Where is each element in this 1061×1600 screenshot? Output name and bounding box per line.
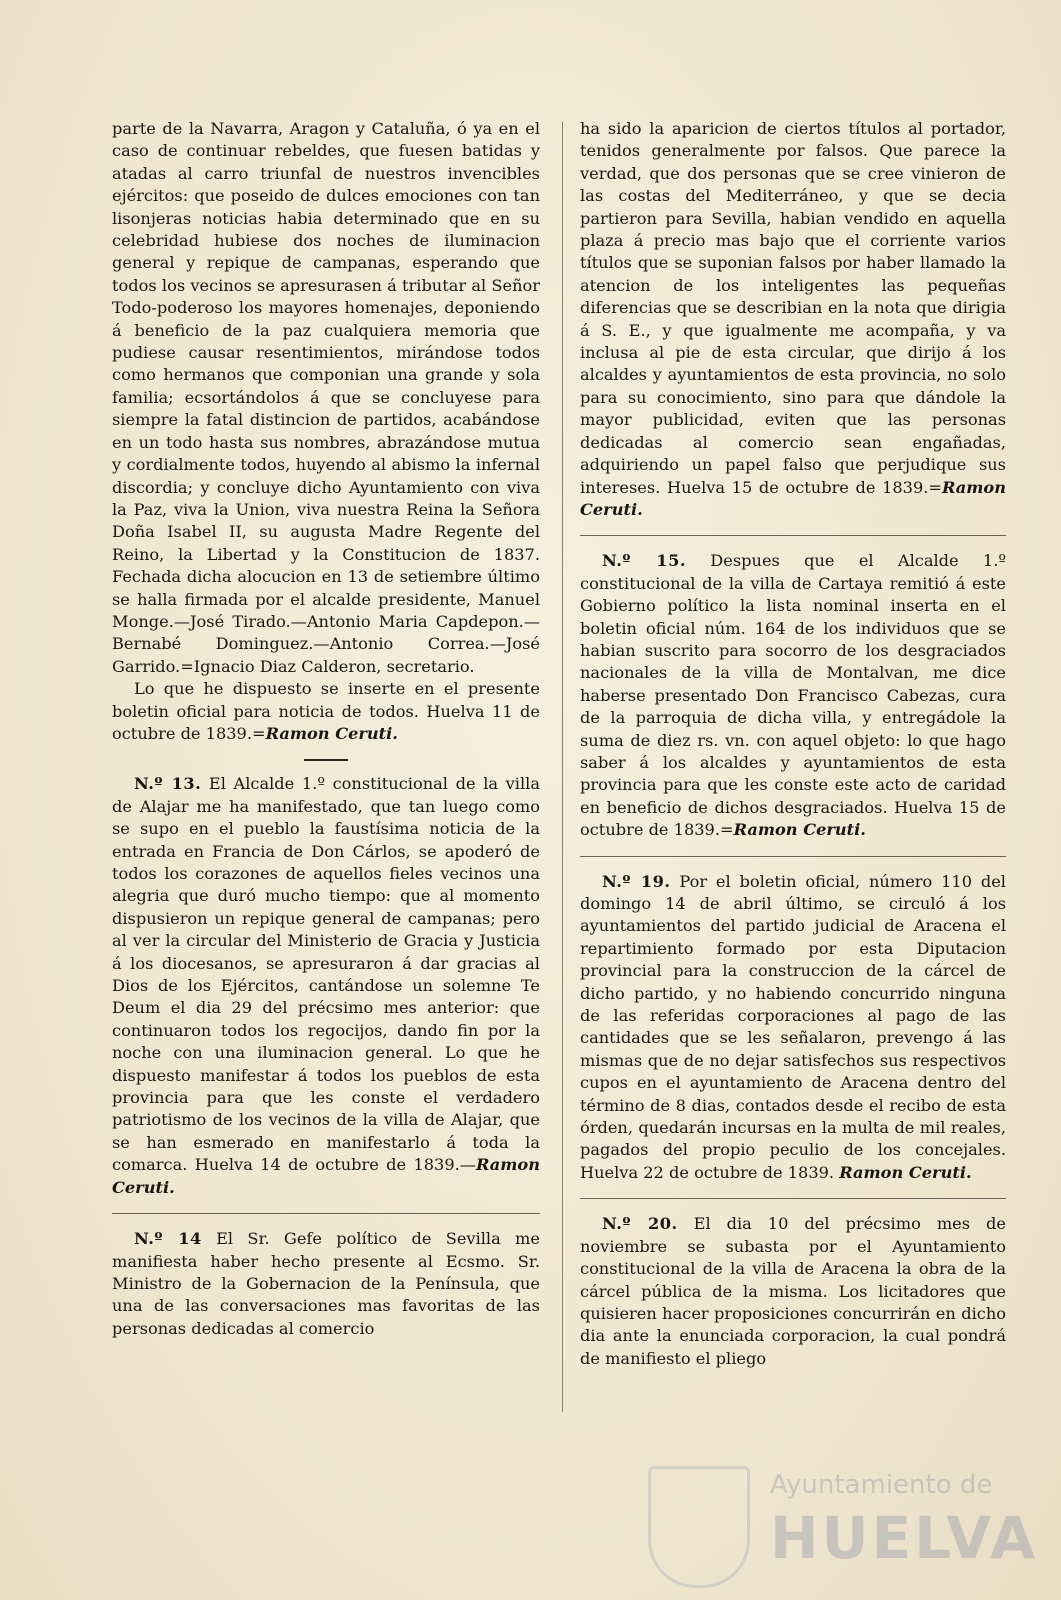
column-rule (562, 122, 563, 1412)
notice-13 (112, 773, 540, 1199)
notice-14 (112, 1228, 540, 1340)
signature: Ramon Ceruti. (733, 820, 866, 840)
paragraph-alocucion: parte de la Navarra, Aragon y Cataluña, ó ya en el caso de continuar rebeldes, que fuesen batidas y atadas al carro triunfal de nuestros invencibles ejércitos: que poseido de dulces emociones con tan lisonjeras noticias habia determinado que en su celebridad hubiese dos noches de iluminacion general y repique de campanas, esperando que todos los vecinos se apresurasen á tributar al Señor Todo-poderoso los mayores homenajes, deponiendo á beneficio de la paz cualquiera memoria que pudiese causar resentimientos, mirándose todos como hermanos que componian una grande y sola familia; ecsortándolos á que se concluyese para siempre la fatal distincion de partidos, acabándose en un todo hasta sus nombres, abrazándose mutua y cordialmente todos, huyendo al abismo la infernal discordia; y concluye dicho Ayuntamiento con viva la Paz, viva la Union, viva nuestra Reina la Señora Doña Isabel II, su augusta Madre Regente del Reino, la Libertad y la Constitucion de 1837. Fechada dicha alocucion en 13 de setiembre último se halla firmada por el alcalde presidente, Manuel Monge.—José Tirado.—Antonio Maria Capdepon.—Bernabé Dominguez.—Antonio Correa.—José Garrido.=Ignacio Diaz Calderon, secretario. (112, 119, 540, 676)
coat-of-arms-icon (648, 1466, 750, 1588)
left-column (112, 118, 540, 1340)
notice-text: El Sr. Gefe político de Sevilla me manifiesta haber hecho presente al Ecsmo. Sr. Ministro de la Gobernacion de la Península, que una de las conversaciones mas favoritas de las personas dedicadas al comercio (112, 1229, 540, 1338)
notice-number: N.º 20. (602, 1214, 678, 1234)
notice-text: ha sido la aparicion de ciertos títulos al portador, tenidos generalmente por falsos. Que parece la verdad, que dos personas que se cree vinieron de las costas del Mediterráneo, y que se decia partieron para Sevilla, habian vendido en aquella plaza á precio mas bajo que el corriente varios títulos que se suponian falsos por haber llamado la atencion de los inteligentes las pequeñas diferencias que se describian en la nota que dirigia á S. E., y que igualmente me acompaña, y va inclusa al pie de esta circular, que dirijo á los alcaldes y ayuntamientos de esta provincia, no solo para su conocimiento, sino para que dándole la mayor publicidad, eviten que las personas dedicadas al comercio sean engañadas, adquiriendo un papel falso que perjudique sus intereses. Huelva 15 de octubre de 1839.= (580, 119, 1006, 497)
signature: Ramon Ceruti. (112, 1155, 540, 1197)
signature: Ramon Ceruti. (839, 1162, 972, 1182)
section-divider (580, 535, 1006, 536)
notice-number: N.º 19. (602, 871, 671, 891)
watermark-line1: Ayuntamiento de (770, 1470, 993, 1500)
paragraph-text: Lo que he dispuesto se inserte en el presente boletin oficial para noticia de todos. Huelva 11 de octubre de 1839.= (112, 679, 540, 743)
notice-20 (580, 1213, 1006, 1370)
notice-number: N.º 15. (602, 551, 686, 571)
notice-14-continued (580, 118, 1006, 521)
right-column (580, 118, 1006, 1370)
notice-text: Por el boletin oficial, número 110 del domingo 14 de abril último, se circuló á los ayuntamientos del partido judicial de Aracena el repartimiento formado por esta Diputacion provincial para la construccion de la cárcel de dicho partido, y no habiendo concurrido ninguna de las referidas corporaciones al pago de las cantidades que se les señalaron, prevengo á las mismas que de no dejar satisfechos sus respectivos cupos en el ayuntamiento de Aracena dentro del término de 8 dias, contados desde el recibo de esta órden, quedarán incursas en la multa de mil reales, pagados del propio peculio de los concejales. Huelva 22 de octubre de 1839. (580, 871, 1006, 1182)
notice-number: N.º 13. (134, 774, 202, 794)
paragraph-dispuesto (112, 678, 540, 745)
section-divider (580, 1198, 1006, 1199)
notice-text: El dia 10 del précsimo mes de noviembre se subasta por el Ayuntamiento constitucional de la villa de Aracena la obra de la cárcel pública de la misma. Los licitadores que quisieren hacer proposiciones concurrirán en dicho dia ante la enunciada corporacion, la cual pondrá de manifiesto el pliego (580, 1214, 1006, 1368)
section-divider (580, 856, 1006, 857)
notice-15 (580, 550, 1006, 841)
section-separator (304, 759, 348, 761)
watermark-line2: HUELVA (770, 1504, 1039, 1572)
notice-text: Despues que el Alcalde 1.º constitucional de la villa de Cartaya remitió á este Gobierno político la lista nominal inserta en el boletin oficial núm. 164 de los individuos que se habian suscrito para socorro de los desgraciados nacionales de la villa de Montalvan, me dice haberse presentado Don Francisco Cabezas, cura de la parroquia de dicha villa, y entregádole la suma de diez rs. vn. con aquel objeto: lo que hago saber á los alcaldes y ayuntamientos de esta provincia para que les conste este acto de caridad en beneficio de dichos desgraciados. Huelva 15 de octubre de 1839.= (580, 551, 1006, 840)
signature: Ramon Ceruti. (265, 723, 398, 743)
notice-text: El Alcalde 1.º constitucional de la villa de Alajar me ha manifestado, que tan luego como se supo en el pueblo la faustísima noticia de la entrada en Francia de Don Cárlos, se apoderó de todos los corazones de aquellos fieles vecinos una alegria que duró mucho tiempo: que al momento dispusieron un repique general de campanas; pero al ver la circular del Ministerio de Gracia y Justicia á los diocesanos, se apresuraron á dar gracias al Dios de los Ejércitos, cantándose un solemne Te Deum el dia 29 del précsimo mes anterior: que continuaron todos los regocijos, dando fin por la noche con una iluminacion general. Lo que he dispuesto manifestar á todos los pueblos de esta provincia para que les conste el verdadero patriotismo de los vecinos de la villa de Alajar, que se han esmerado en manifestarlo á toda la comarca. Huelva 14 de octubre de 1839.— (112, 774, 540, 1175)
notice-number: N.º 14 (134, 1229, 202, 1249)
signature: Ramon Ceruti. (580, 477, 1006, 519)
section-divider (112, 1213, 540, 1214)
notice-19 (580, 871, 1006, 1185)
archive-watermark (640, 1460, 1039, 1590)
